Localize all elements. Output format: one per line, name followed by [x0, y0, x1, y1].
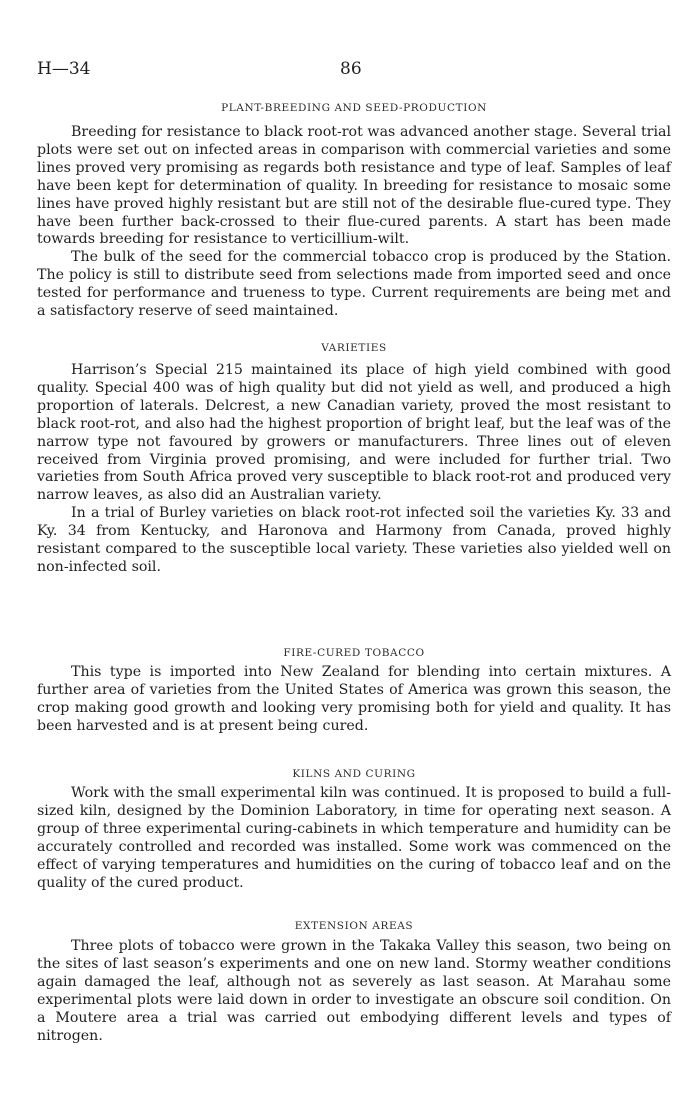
page-header — [37, 59, 671, 81]
section-heading-extension-areas: EXTENSION AREAS — [294, 920, 414, 932]
section-heading-fire-cured-tobacco: FIRE-CURED TOBACCO — [283, 647, 425, 659]
paragraph: Breeding for resistance to black root-rot was advanced another stage. Several trial plots were set out on infected areas in comparison with commercial varieties and some lines proved very promising as regards both resistance and type of leaf. Samples of leaf have been kept for determination of quality. In breeding for resistance to mosaic some lines have proved highly resistant but are still not of the desirable flue-cured type. They have been further back-crossed to their flue-cured parents. A start has been made towards breeding for resistance to verticillium-wilt. — [37, 124, 671, 248]
paragraph: The bulk of the seed for the commercial tobacco crop is produced by the Station. The policy is still to distribute seed from selections made from imported seed and once tested for performance and trueness to type. Current requirements are being met and a satisfactory reserve of seed maintained. — [37, 249, 671, 320]
section-body-varieties — [37, 362, 671, 577]
section-heading-varieties: VARIETIES — [321, 342, 387, 354]
section-heading-plant-breeding: PLANT-BREEDING AND SEED-PRODUCTION — [221, 102, 487, 114]
paragraph: This type is imported into New Zealand for blending into certain mixtures. A further area of varieties from the United States of America was grown this season, the crop making good growth and looking very promising both for yield and quality. It has been harvested and is at present being cured. — [37, 664, 671, 734]
page-number: 86 — [340, 59, 362, 79]
paragraph: Work with the small experimental kiln was continued. It is proposed to build a full-sized kiln, designed by the Dominion Laboratory, in time for operating next season. A group of three experimental curing-cabinets in which temperature and humidity can be accurately controlled and recorded was installed. Some work was commenced on the effect of varying temperatures and humidities on the curing of tobacco leaf and on the quality of the cured product. — [37, 785, 671, 891]
section-body-extension-areas — [37, 938, 671, 1045]
document-reference: H—34 — [37, 59, 91, 79]
paragraph: In a trial of Burley varieties on black root-rot infected soil the varieties Ky. 33 and Ky. 34 from Kentucky, and Haronova and Harmony from Canada, proved highly resistant compared to the susceptible local variety. These varieties also yielded well on non-infected soil. — [37, 505, 671, 575]
section-body-kilns-and-curing — [37, 785, 671, 892]
section-heading-kilns-and-curing: KILNS AND CURING — [292, 768, 416, 780]
section-body-plant-breeding — [37, 124, 671, 321]
paragraph: Three plots of tobacco were grown in the Takaka Valley this season, two being on the sites of last season’s experiments and one on new land. Stormy weather conditions again damaged the leaf, although not as severely as last season. At Marahau some experimental plots were laid down in order to investigate an obscure soil condition. On a Moutere area a trial was carried out embodying different levels and types of nitrogen. — [37, 938, 671, 1044]
section-body-fire-cured-tobacco — [37, 664, 671, 736]
paragraph: Harrison’s Special 215 maintained its place of high yield combined with good quality. Special 400 was of high quality but did not yield as well, and produced a high proportion of laterals. Delcrest, a new Canadian variety, proved the most resistant to black root-rot, and also had the highest proportion of bright leaf, but the leaf was of the narrow type not favoured by growers or manufacturers. Three lines out of eleven received from Virginia proved promising, and were included for further trial. Two varieties from South Africa proved very susceptible to black root-rot and produced very narrow leaves, as also did an Australian variety. — [37, 362, 671, 504]
